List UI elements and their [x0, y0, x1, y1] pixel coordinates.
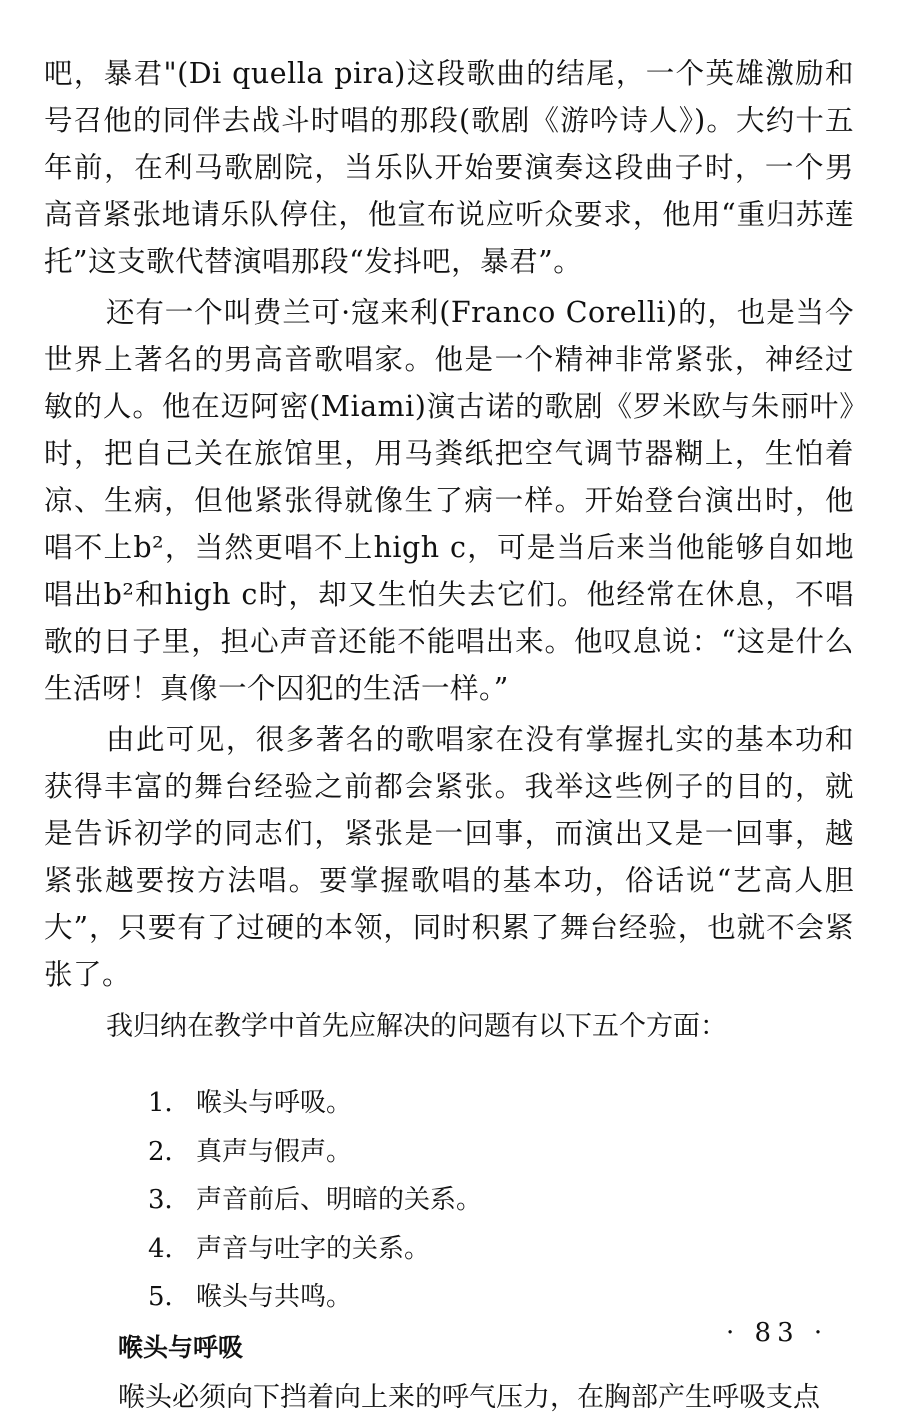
- list-item-text: 声音与吐字的关系。: [196, 1233, 431, 1264]
- list-item-text: 真声与假声。: [196, 1136, 353, 1167]
- closing-line: 喉头必须向下挡着向上来的呼气压力，在胸部产生呼吸支点: [118, 1381, 820, 1413]
- list-item-text: 喉头与共鸣。: [196, 1282, 353, 1312]
- list-item: [148, 1225, 854, 1274]
- list-item: [148, 1128, 854, 1177]
- list-item-number: 1．: [148, 1088, 191, 1118]
- paragraph-1: 吧，暴君"(Di quella pira)这段歌曲的结尾，一个英雄激励和号召他的同伴去战斗时唱的那段(歌剧《游吟诗人》)。大约十五年前，在利马歌剧院，当乐队开始要演奏这段曲子时，一个男高音紧张地请乐队停住，他宣布说应听众要求，他用“重归苏莲托”这支歌代替演唱那段“发抖吧，暴君”。: [44, 57, 854, 278]
- page-number: · 83 ·: [726, 1318, 829, 1348]
- paragraph-2: 还有一个叫费兰可·寇来利(Franco Corelli)的，也是当今世界上著名的男高音歌唱家。他是一个精神非常紧张，神经过敏的人。他在迈阿密(Miami)演古诺的歌剧《罗米欧与朱丽叶》时，把自己关在旅馆里，用马粪纸把空气调节器糊上，生怕着凉、生病，但他紧张得就像生了病一样。开始登台演出时，他唱不上b²，当然更唱不上high c，可是当后来当他能够自如地唱出b²和high c时，却又生怕失去它们。他经常在休息，不唱歌的日子里，担心声音还能不能唱出来。他叹息说：“这是什么生活呀！真像一个囚犯的生活一样。”: [44, 296, 854, 705]
- list-item-number: 3．: [148, 1185, 191, 1215]
- list-intro: 我归纳在教学中首先应解决的问题有以下五个方面：: [106, 1011, 727, 1042]
- list-item-number: 5．: [148, 1282, 191, 1312]
- list-item-text: 声音前后、明暗的关系。: [196, 1185, 483, 1215]
- list-item-text: 喉头与呼吸。: [196, 1088, 353, 1118]
- list-item: [148, 1273, 854, 1322]
- section-heading: 喉头与呼吸: [118, 1332, 244, 1362]
- list-item-number: 4．: [148, 1233, 191, 1264]
- list-item-number: 2．: [148, 1136, 191, 1167]
- paragraph-3: 由此可见，很多著名的歌唱家在没有掌握扎实的基本功和获得丰富的舞台经验之前都会紧张。我举这些例子的目的，就是告诉初学的同志们，紧张是一回事，而演出又是一回事，越紧张越要按方法唱。要掌握歌唱的基本功，俗话说“艺高人胆大”，只要有了过硬的本领，同时积累了舞台经验，也就不会紧张了。: [44, 723, 854, 991]
- list-item: [148, 1176, 854, 1225]
- list-item: [148, 1079, 854, 1128]
- page-body: [44, 50, 854, 1420]
- problem-list: [44, 1079, 854, 1322]
